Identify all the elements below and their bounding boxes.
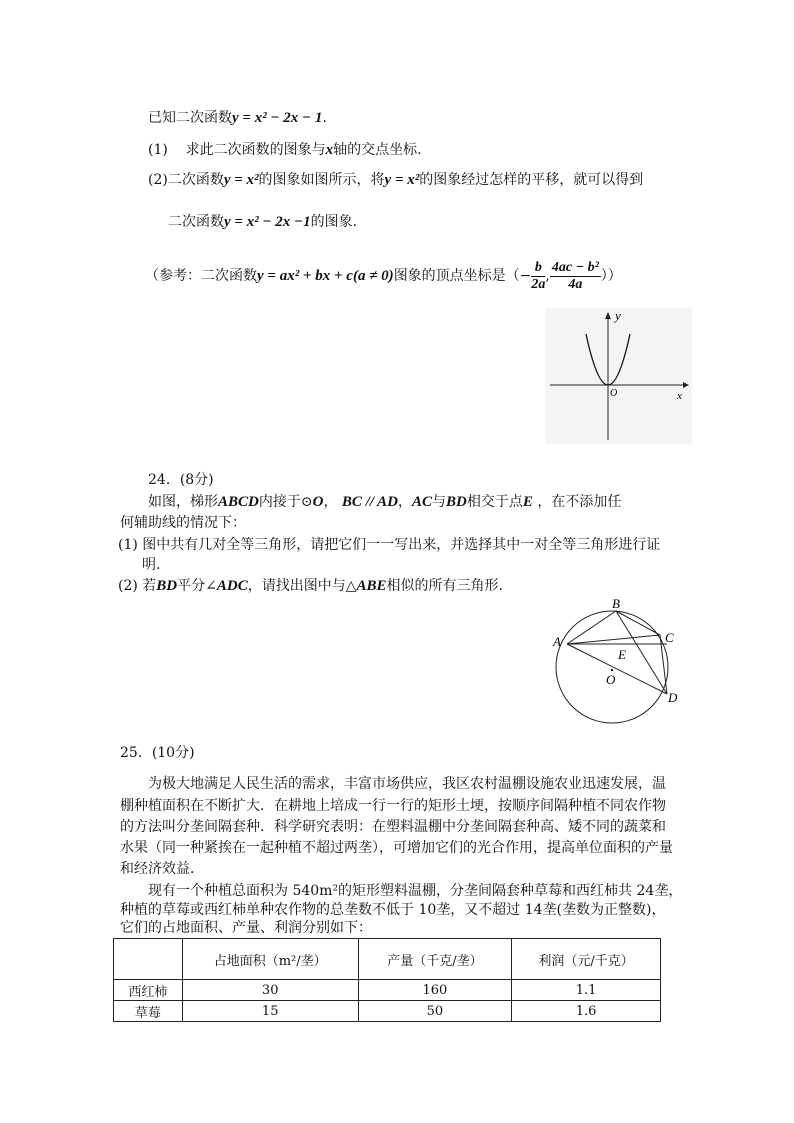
q23-reference: （参考：二次函数y = ax² + bx + c(a ≠ 0)图象的顶点坐标是（− $\frac{b}{2a}$ , $\frac{\text{4ac − b²}}{4a}$ ））: [145, 259, 622, 292]
table-header-cell: 产量（千克/垄）: [358, 939, 512, 980]
table-cell: 1.6: [512, 1001, 661, 1022]
q23-intro: 已知二次函数y = x² − 2x − 1.: [148, 110, 327, 126]
point-label-b: B: [612, 598, 620, 611]
point-label-d: D: [668, 690, 678, 705]
q25-header: 25．(10分): [120, 745, 195, 761]
q23-part2-line2: 二次函数y = x² − 2x −1的图象.: [168, 214, 358, 230]
q23-ref-frac2: $\frac{\text{4ac − b²}}{4a}$: [551, 259, 599, 292]
q24-line1: 如图，梯形ABCD内接于⊙O， BC // AD，AC与BD相交于点E ，在不添加任: [148, 494, 622, 510]
point-label-c: C: [665, 630, 674, 645]
parabola-graph: [546, 308, 692, 444]
segment-bc: [616, 611, 660, 635]
q24-item1-cont: 明.: [142, 557, 161, 573]
table-cell: 草莓: [114, 1001, 183, 1022]
graph-background: [546, 308, 692, 444]
q24-item2: (2) 若BD平分∠ADC，请找出图中与△ABE相似的所有三角形.: [118, 578, 503, 594]
table-header-cell: 利润（元/千克）: [512, 939, 661, 980]
table-header-cell: [114, 939, 183, 980]
graph-label-o: O: [610, 388, 618, 399]
table-cell: 西红柿: [114, 980, 183, 1001]
q25-para2-l1: 现有一个种植总面积为 540m²的矩形塑料温棚，分垄间隔套种草莓和西红柿共 24垄，: [148, 883, 683, 899]
q25-para1-l3: 的方法叫分垄间隔套种．科学研究表明：在塑料温棚中分垄间隔套种高、矮不同的蔬菜和: [120, 819, 666, 835]
point-label-a: A: [553, 634, 561, 649]
circle-trapezoid-figure: [550, 598, 682, 736]
table-cell: 30: [182, 980, 358, 1001]
q25-para2-l3: 它们的占地面积、产量、利润分别如下：: [120, 920, 372, 936]
table-header-row: [114, 939, 661, 980]
segment-ac: [567, 635, 660, 644]
point-label-e: E: [618, 647, 626, 662]
q25-para1-l5: 和经济效益．: [120, 861, 204, 877]
graph-label-y: y: [615, 308, 621, 323]
table-cell: 15: [182, 1001, 358, 1022]
table-row: [114, 1001, 661, 1022]
point-label-o: O: [606, 672, 616, 687]
q23-ref-frac1: $\frac{b}{2a}$: [531, 259, 546, 292]
table-cell: 160: [358, 980, 512, 1001]
table-cell: 1.1: [512, 980, 661, 1001]
segment-ab: [567, 611, 616, 644]
center-dot: [611, 669, 613, 671]
q23-intro-formula: y = x² − 2x − 1: [232, 110, 323, 126]
q23-ref-formula: y = ax² + bx + c(a ≠ 0): [257, 268, 394, 284]
q23-part1: (1) 求此二次函数的图象与x轴的交点坐标.: [148, 142, 422, 158]
q24-item1: (1) 图中共有几对全等三角形，请把它们一一写出来，并选择其中一对全等三角形进行证: [118, 537, 661, 553]
table-row: [114, 980, 661, 1001]
q25-para1-l1: 为极大地满足人民生活的需求，丰富市场供应，我区农村温棚设施农业迅速发展，温: [148, 776, 666, 792]
crop-data-table: [113, 938, 661, 1022]
q25-para2-l2: 种植的草莓或西红柿单种农作物的总垄数不低于 10垄，又不超过 14垄(垄数为正整数)，: [120, 902, 666, 918]
q23-part2: (2)二次函数y = x²的图象如图所示，将y = x²的图象经过怎样的平移，就可以得到: [148, 172, 644, 188]
q24-header: 24．(8分): [148, 472, 214, 488]
graph-label-x: x: [677, 390, 682, 402]
table-header-cell: 占地面积（m²/垄）: [182, 939, 358, 980]
table-cell: 50: [358, 1001, 512, 1022]
q24-line2: 何辅助线的情况下：: [120, 515, 246, 531]
q25-para1-l4: 水果（同一种紧挨在一起种植不超过两垄），可增加它们的光合作用，提高单位面积的产量: [120, 840, 673, 856]
q25-para1-l2: 棚种植面积在不断扩大．在耕地上培成一行一行的矩形土埂，按顺序间隔种植不同农作物: [120, 798, 666, 814]
